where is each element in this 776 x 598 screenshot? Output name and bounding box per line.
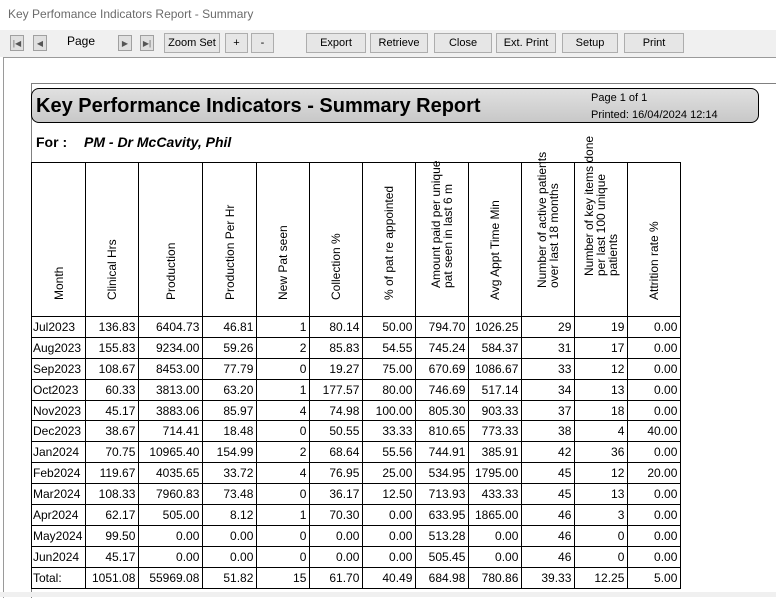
retrieve-button[interactable]: Retrieve — [370, 33, 428, 53]
table-cell: 584.37 — [469, 337, 522, 358]
page-label: Page — [67, 34, 96, 48]
table-cell: Aug2023 — [32, 337, 86, 358]
table-cell: 505.45 — [416, 546, 469, 567]
table-cell: 0 — [575, 525, 628, 546]
table-cell: 3 — [575, 505, 628, 526]
table-cell: 59.26 — [203, 337, 257, 358]
export-button[interactable]: Export — [306, 33, 366, 53]
table-cell: 34 — [522, 379, 575, 400]
table-cell: 33.33 — [363, 421, 416, 442]
table-cell: 1 — [257, 505, 310, 526]
table-cell: 684.98 — [416, 567, 469, 588]
table-cell: 8453.00 — [139, 358, 203, 379]
title-bar — [0, 0, 776, 30]
next-page-icon[interactable]: ▶ — [118, 35, 132, 51]
table-cell: 0.00 — [628, 442, 681, 463]
table-cell: 42 — [522, 442, 575, 463]
table-cell: 6404.73 — [139, 317, 203, 338]
table-cell: 8.12 — [203, 505, 257, 526]
table-cell: 119.67 — [86, 463, 139, 484]
table-cell: 46 — [522, 546, 575, 567]
close-button[interactable]: Close — [434, 33, 492, 53]
table-cell: 80.14 — [310, 317, 363, 338]
table-row — [32, 525, 681, 546]
table-cell: 4035.65 — [139, 463, 203, 484]
table-row — [32, 505, 681, 526]
table-cell: 85.83 — [310, 337, 363, 358]
table-cell: 0 — [257, 525, 310, 546]
column-header-label: Number of active patients over last 18 months — [535, 151, 562, 288]
table-cell: 513.28 — [416, 525, 469, 546]
table-cell: 1051.08 — [86, 567, 139, 588]
table-cell: 38 — [522, 421, 575, 442]
column-header — [522, 151, 575, 317]
table-cell: Feb2024 — [32, 463, 86, 484]
table-row — [32, 463, 681, 484]
table-cell: 36.17 — [310, 484, 363, 505]
table-cell: 745.24 — [416, 337, 469, 358]
table-cell: 70.75 — [86, 442, 139, 463]
column-header-label: Attrition rate % — [647, 221, 662, 300]
table-cell: 46 — [522, 525, 575, 546]
table-cell: 45 — [522, 484, 575, 505]
status-strip — [0, 592, 776, 597]
table-cell: 85.97 — [203, 400, 257, 421]
table-body — [32, 317, 681, 589]
table-cell: 73.48 — [203, 484, 257, 505]
table-row — [32, 421, 681, 442]
table-row — [32, 379, 681, 400]
table-cell: 100.00 — [363, 400, 416, 421]
table-cell: 0 — [257, 421, 310, 442]
table-cell: 18.48 — [203, 421, 257, 442]
toolbar — [0, 30, 776, 57]
table-cell: 4 — [575, 421, 628, 442]
table-header-row — [32, 163, 681, 317]
table-cell: 0.00 — [363, 525, 416, 546]
table-cell: 433.33 — [469, 484, 522, 505]
table-cell: 505.00 — [139, 505, 203, 526]
column-header — [363, 163, 416, 317]
table-cell: 0 — [575, 546, 628, 567]
table-cell: 10965.40 — [139, 442, 203, 463]
column-header — [575, 135, 628, 317]
table-cell: 0 — [257, 546, 310, 567]
table-cell: 4 — [257, 400, 310, 421]
table-cell: 77.79 — [203, 358, 257, 379]
table-cell: 7960.83 — [139, 484, 203, 505]
table-cell: 63.20 — [203, 379, 257, 400]
table-cell: 60.33 — [86, 379, 139, 400]
table-cell: 45.17 — [86, 546, 139, 567]
table-cell: 1795.00 — [469, 463, 522, 484]
table-cell: 517.14 — [469, 379, 522, 400]
table-cell: 46.81 — [203, 317, 257, 338]
table-cell: 136.83 — [86, 317, 139, 338]
table-cell: 12 — [575, 463, 628, 484]
table-cell: 0.00 — [628, 505, 681, 526]
total-row — [32, 567, 681, 588]
table-cell: 50.00 — [363, 317, 416, 338]
table-cell: 713.93 — [416, 484, 469, 505]
table-cell: 4 — [257, 463, 310, 484]
table-cell: 0.00 — [628, 546, 681, 567]
table-cell: 773.33 — [469, 421, 522, 442]
table-cell: 810.65 — [416, 421, 469, 442]
table-cell: 18 — [575, 400, 628, 421]
table-cell: 0.00 — [363, 546, 416, 567]
table-cell: 76.95 — [310, 463, 363, 484]
table-cell: 37 — [522, 400, 575, 421]
first-page-icon[interactable]: |◀ — [10, 35, 24, 51]
table-row — [32, 442, 681, 463]
table-row — [32, 400, 681, 421]
zoom-set-button[interactable]: Zoom Set — [164, 33, 220, 53]
table-cell: 15 — [257, 567, 310, 588]
table-cell: 0 — [257, 484, 310, 505]
table-cell: Jul2023 — [32, 317, 86, 338]
table-cell: 780.86 — [469, 567, 522, 588]
column-header-label: % of pat re appointed — [382, 185, 397, 300]
table-cell: 17 — [575, 337, 628, 358]
table-cell: 177.57 — [310, 379, 363, 400]
table-cell: 0.00 — [628, 525, 681, 546]
table-cell: 794.70 — [416, 317, 469, 338]
column-header — [257, 163, 310, 317]
table-cell: 746.69 — [416, 379, 469, 400]
table-cell: 40.00 — [628, 421, 681, 442]
table-cell: 744.91 — [416, 442, 469, 463]
table-cell: 1 — [257, 379, 310, 400]
column-header-label: Production Per Hr — [222, 204, 237, 300]
column-header-label: Avg Appt Time Min — [488, 200, 503, 300]
table-cell: 670.69 — [416, 358, 469, 379]
column-header — [310, 163, 363, 317]
table-cell: 0.00 — [203, 525, 257, 546]
table-cell: 80.00 — [363, 379, 416, 400]
table-cell: 12 — [575, 358, 628, 379]
table-cell: 154.99 — [203, 442, 257, 463]
table-cell: 155.83 — [86, 337, 139, 358]
window-title: Key Perfomance Indicators Report - Summary — [8, 7, 254, 21]
table-row — [32, 358, 681, 379]
table-cell: 1026.25 — [469, 317, 522, 338]
table-cell: 0.00 — [310, 546, 363, 567]
table-cell: 50.55 — [310, 421, 363, 442]
table-cell: 0.00 — [203, 546, 257, 567]
ext-print-button[interactable]: Ext. Print — [496, 33, 556, 53]
table-cell: 1086.67 — [469, 358, 522, 379]
table-cell: Mar2024 — [32, 484, 86, 505]
table-cell: 45.17 — [86, 400, 139, 421]
table-cell: 0.00 — [628, 317, 681, 338]
column-header-label: Number of key items done per last 100 unique patients — [582, 135, 621, 276]
table-cell: 108.67 — [86, 358, 139, 379]
table-cell: 1865.00 — [469, 505, 522, 526]
table-cell: 39.33 — [522, 567, 575, 588]
table-cell: 0.00 — [628, 337, 681, 358]
last-page-icon[interactable]: ▶| — [140, 35, 154, 51]
column-header-label: Production — [163, 242, 178, 300]
table-cell: 20.00 — [628, 463, 681, 484]
table-cell: 5.00 — [628, 567, 681, 588]
table-cell: 38.67 — [86, 421, 139, 442]
table-cell: 903.33 — [469, 400, 522, 421]
prev-page-icon[interactable]: ◀ — [33, 35, 47, 51]
table-cell: 0.00 — [469, 525, 522, 546]
table-cell: 1 — [257, 317, 310, 338]
table-cell: 33 — [522, 358, 575, 379]
table-cell: 31 — [522, 337, 575, 358]
report-title: Key Performance Indicators - Summary Report — [36, 95, 481, 117]
table-cell: Sep2023 — [32, 358, 86, 379]
table-cell: 13 — [575, 484, 628, 505]
table-cell: Nov2023 — [32, 400, 86, 421]
zoom-in-button[interactable]: + — [225, 33, 248, 53]
printed-timestamp: Printed: 16/04/2024 12:14 — [591, 109, 718, 121]
column-header — [32, 163, 86, 317]
table-row — [32, 317, 681, 338]
table-cell: 99.50 — [86, 525, 139, 546]
table-cell: 74.98 — [310, 400, 363, 421]
setup-button[interactable]: Setup — [562, 33, 618, 53]
table-cell: 55969.08 — [139, 567, 203, 588]
column-header — [139, 163, 203, 317]
column-header-label: Collection % — [329, 233, 344, 300]
table-cell: 633.95 — [416, 505, 469, 526]
table-cell: 714.41 — [139, 421, 203, 442]
table-cell: 3813.00 — [139, 379, 203, 400]
table-cell: 55.56 — [363, 442, 416, 463]
table-cell: 13 — [575, 379, 628, 400]
column-header-label: New Pat seen — [276, 225, 291, 300]
table-cell: 12.25 — [575, 567, 628, 588]
table-cell: 2 — [257, 442, 310, 463]
table-cell: 45 — [522, 463, 575, 484]
table-cell: 70.30 — [310, 505, 363, 526]
table-row — [32, 337, 681, 358]
table-cell: 0.00 — [310, 525, 363, 546]
table-cell: 534.95 — [416, 463, 469, 484]
table-cell: 51.82 — [203, 567, 257, 588]
column-header-label: Month — [51, 266, 66, 300]
column-header-label: Amount paid per unique pat seen in last 6 m — [429, 160, 456, 288]
table-cell: 36 — [575, 442, 628, 463]
column-header-label: Clinical Hrs — [105, 239, 120, 300]
table-cell: 54.55 — [363, 337, 416, 358]
table-cell: 805.30 — [416, 400, 469, 421]
for-label: For : — [36, 134, 68, 150]
table-cell: 29 — [522, 317, 575, 338]
table-row — [32, 484, 681, 505]
table-cell: 61.70 — [310, 567, 363, 588]
page-count: Page 1 of 1 — [591, 92, 648, 104]
column-header — [469, 163, 522, 317]
table-cell: 33.72 — [203, 463, 257, 484]
table-cell: Jun2024 — [32, 546, 86, 567]
table-cell: May2024 — [32, 525, 86, 546]
table-cell: 19.27 — [310, 358, 363, 379]
table-cell: 46 — [522, 505, 575, 526]
table-cell: 0.00 — [139, 546, 203, 567]
report-viewer — [3, 57, 776, 598]
table-cell: 62.17 — [86, 505, 139, 526]
table-cell: 0.00 — [628, 358, 681, 379]
column-header — [628, 163, 681, 317]
table-cell: 40.49 — [363, 567, 416, 588]
table-cell: Oct2023 — [32, 379, 86, 400]
table-cell: 385.91 — [469, 442, 522, 463]
zoom-out-button[interactable]: - — [251, 33, 274, 53]
table-cell: 2 — [257, 337, 310, 358]
print-button[interactable]: Print — [624, 33, 684, 53]
table-row — [32, 546, 681, 567]
table-cell: 0.00 — [628, 484, 681, 505]
table-cell: Total: — [32, 567, 86, 588]
provider-name: PM - Dr McCavity, Phil — [84, 134, 232, 150]
page-edge-top — [31, 83, 776, 84]
table-cell: Dec2023 — [32, 421, 86, 442]
table-cell: Apr2024 — [32, 505, 86, 526]
table-cell: 0.00 — [628, 400, 681, 421]
table-cell: 12.50 — [363, 484, 416, 505]
column-header — [416, 160, 469, 317]
table-cell: 75.00 — [363, 358, 416, 379]
table-cell: 0 — [257, 358, 310, 379]
table-cell: 108.33 — [86, 484, 139, 505]
table-cell: 0.00 — [469, 546, 522, 567]
table-cell: 9234.00 — [139, 337, 203, 358]
report-header — [31, 88, 759, 123]
table-cell: 19 — [575, 317, 628, 338]
column-header — [203, 163, 257, 317]
table-cell: 0.00 — [363, 505, 416, 526]
table-cell: 68.64 — [310, 442, 363, 463]
table-cell: Jan2024 — [32, 442, 86, 463]
table-cell: 25.00 — [363, 463, 416, 484]
table-cell: 0.00 — [139, 525, 203, 546]
table-cell: 0.00 — [628, 379, 681, 400]
table-cell: 3883.06 — [139, 400, 203, 421]
column-header — [86, 163, 139, 317]
